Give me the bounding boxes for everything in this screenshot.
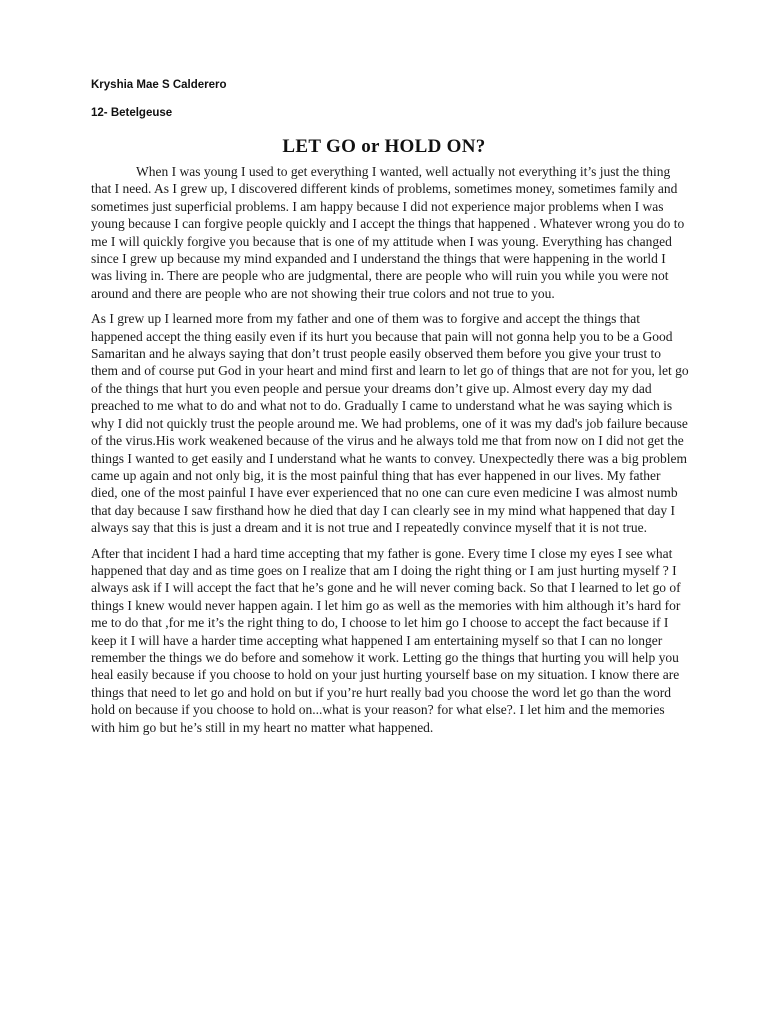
paragraph-2: As I grew up I learned more from my father and one of them was to forgive and accept the things that happened accept the thing easily even if its hurt you because that pain will not gonna help you to be a Good Samaritan and he always saying that don’t trust people easily observed them before you give your trust to them and of course put God in your heart and mind first and learn to let go of things that are not for you, let go of the things that hurt you even people and persue your dreams don’t give up. Almost every day my dad preached to me what to do and what not to do. Gradually I came to understand what he was saying which is why I did not quickly trust the people around me. We had problems, one of it was my dad's job failure because of the virus.His work weakened because of the virus and he always told me that from now on I did not get the things I wanted to get easily and I understand what he wants to convey. Unexpectedly there was a big problem came up again and not only big, it is the most painful thing that has ever happened in our lives. My father died, one of the most painful I have ever experienced that no one can cure even medicine I was almost numb that day because I saw firsthand how he died that day I can clearly see in my mind what happened that day I always say that this is just a dream and it is not true and I repeatedly convince myself that it is not true. <box>91 311 689 536</box>
essay-title: LET GO or HOLD ON? <box>282 136 486 157</box>
author-name: Kryshia Mae S Calderero <box>91 79 227 91</box>
class-section: 12- Betelgeuse <box>91 107 173 119</box>
paragraph-3: After that incident I had a hard time accepting that my father is gone. Every time I close my eyes I see what happened that day and as time goes on I realize that am I doing the right thing or I am just hurting myself ? I always ask if I will accept the fact that he’s gone and he will never coming back. So that I learned to let go of things I knew would never happen again. I let him go as well as the memories with him although it’s hard for me to do that ,for me it’s the right thing to do, I choose to let him go I choose to accept the fact because if I keep it I will have a harder time accepting what happened I am entertaining myself so that I can no longer remember the things we do before and somehow it work. Letting go the things that hurting you will help you heal easily because if you choose to hold on your just hurting yourself base on my situation. I know there are things that need to let go and hold on but if you’re hurt really bad you choose the word let go than the word hold on because if you choose to hold on...what is your reason? for what else?. I let him and the memories with him go but he’s still in my heart no matter what happened. <box>91 545 681 735</box>
paragraph-1: When I was young I used to get everything I wanted, well actually not everything it’s just the thing that I need. As I grew up, I discovered different kinds of problems, sometimes money, sometimes family and sometimes just superficial problems. I am happy because I did not experience major problems when I was young because I can forgive people quickly and I accept the things that happened . Whatever wrong you do to me I will quickly forgive you because that is one of my attitude when I was young. Everything has changed since I grew up because my mind expanded and I understand the things that were happening in the world I was living in. There are people who are judgmental, there are people who will ruin you while you were not around and there are people who are not showing their true colors and not true to you. <box>91 164 685 301</box>
essay-body <box>91 163 689 744</box>
